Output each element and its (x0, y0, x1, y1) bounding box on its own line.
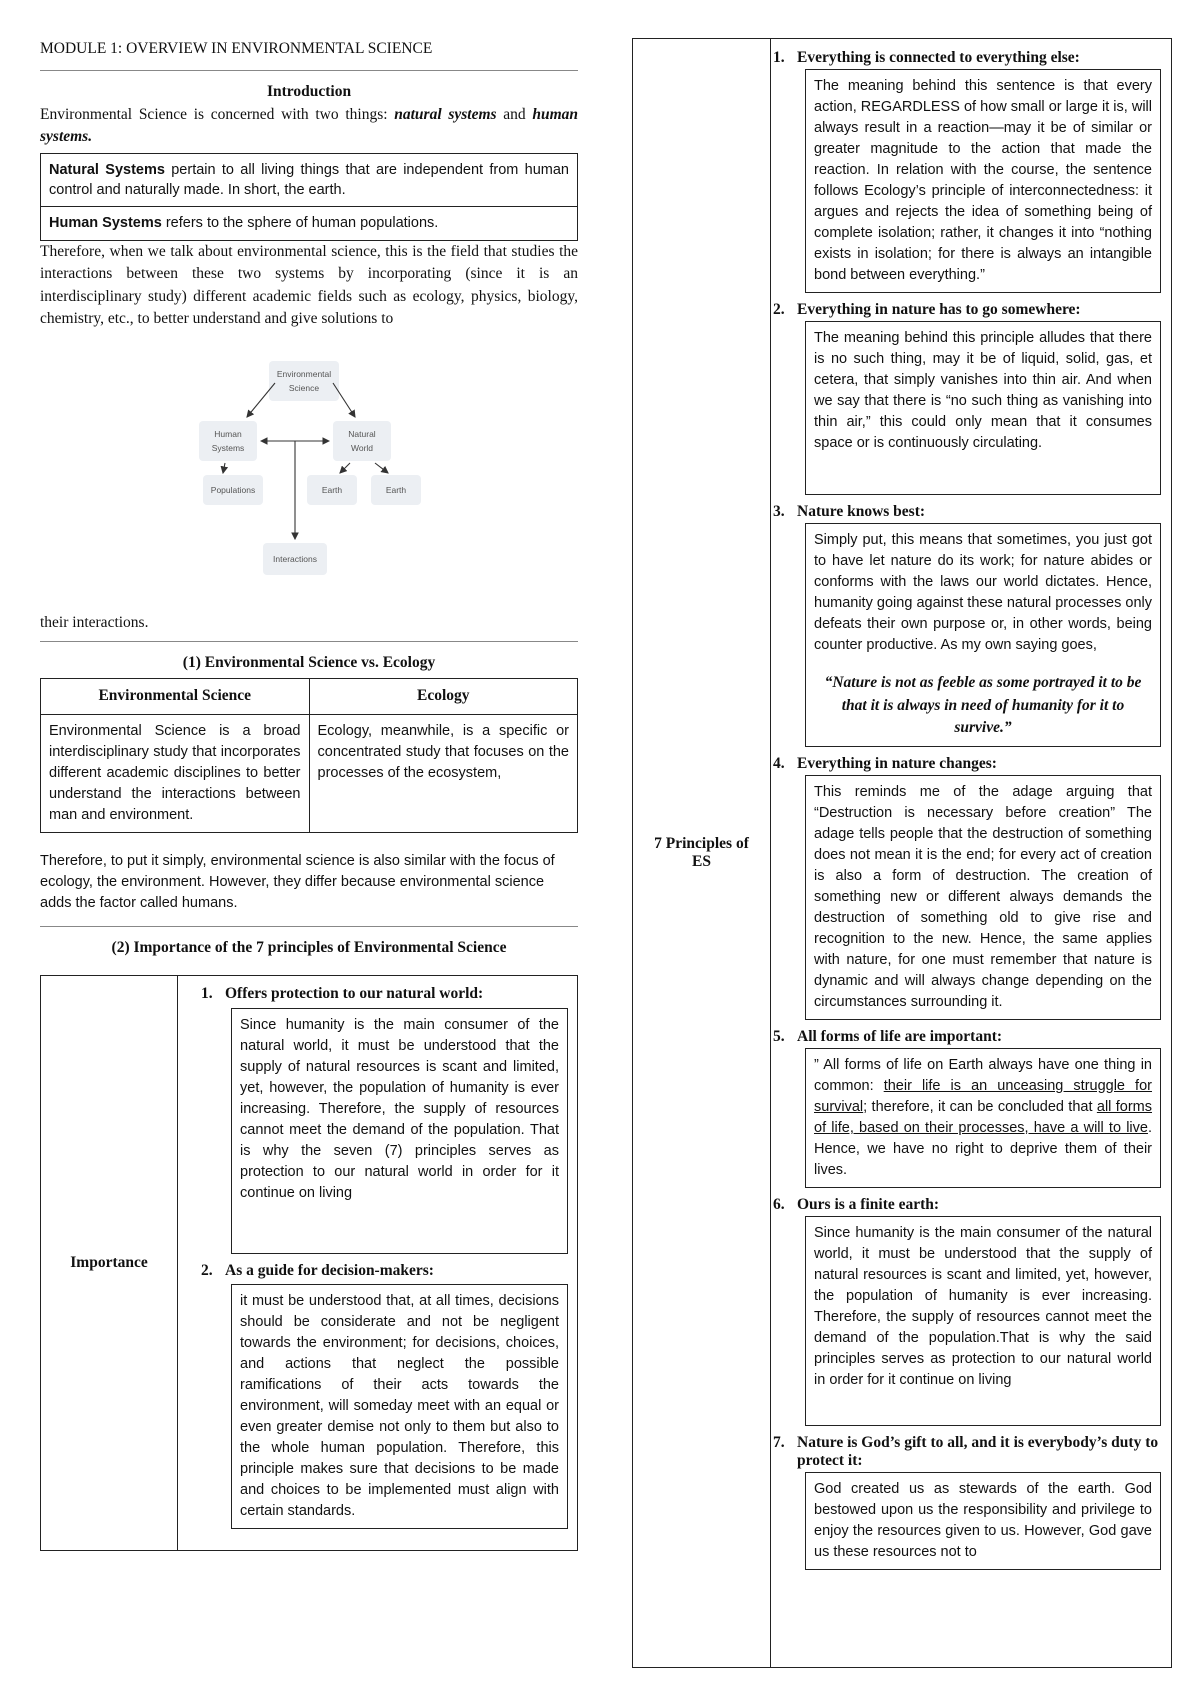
node-natural-world (333, 421, 391, 461)
importance-item-title: 1. Offers protection to our natural world: (201, 985, 484, 1003)
importance-heading: (2) Importance of the 7 principles of Environmental Science (111, 938, 507, 956)
left-column (40, 38, 578, 1551)
definitions (40, 153, 578, 241)
principle-7 (773, 1434, 1169, 1570)
vs-heading: (1) Environmental Science vs. Ecology (182, 653, 436, 671)
natural-systems-definition: Natural Systems pertain to all living things that are independent from human control and naturally made. In short, the earth. (40, 153, 578, 208)
vs-col-ecology: Ecology (309, 679, 578, 714)
intro-therefore: Therefore, when we talk about environmental science, this is the field that studies the interactions between these two systems by incorporating (since it is an interdisciplinary study) different academic fields such as ecology, physics, biology, chemistry, etc., to better understand and give solutions to (40, 242, 578, 328)
importance-item-title: 2. As a guide for decision-makers: (201, 1261, 434, 1279)
node-human-systems (199, 421, 257, 461)
human-systems-definition: Human Systems refers to the sphere of human populations. (40, 207, 578, 240)
principle-text: ” All forms of life on Earth always have one thing in common: their life is an unceasing struggle for survival; therefore, it can be concluded that all forms of life, based on their processes, have a will to live. Hence, we have no right to deprive them of their lives. (805, 1048, 1161, 1188)
principle-title: 7. Nature is God’s gift to all, and it is everybody’s duty to protect it: (773, 1433, 1159, 1469)
svg-text:Systems: Systems (211, 442, 245, 453)
importance-content (178, 976, 578, 1551)
principle-text: The meaning behind this principle alludes that there is no such thing, may it be of liquid, solid, gas, et cetera, that simply vanishes into thin air. And when we say that there is “no such thing as vanishing into thin air,” this could only mean that it consumes space or is continuously circulating. (805, 321, 1161, 495)
svg-text:Natural: Natural (348, 428, 376, 439)
importance-table (40, 975, 578, 1551)
principle-title: 2. Everything in nature has to go somewhere: (773, 301, 1081, 319)
principle-1 (773, 49, 1169, 293)
principle-6 (773, 1196, 1169, 1426)
divider (40, 70, 578, 71)
vs-summary: Therefore, to put it simply, environmental science is also similar with the focus of ecology, the environment. However, they differ because environmental science adds the factor called humans. (40, 852, 555, 911)
importance-item-text: Since humanity is the main consumer of the natural world, it must be understood that the supply of natural resources is scant and limited, yet, however, the population of humanity is ever increasing. Therefore, the supply of resources cannot meet the demand of the population. That is why the seven (7) principles serves as protection to our natural world in order for it continue on living (231, 1008, 568, 1254)
intro-tail: their interactions. (40, 614, 149, 632)
vs-cell-env-science: Environmental Science is a broad interdisciplinary study that incorporates different academic disciplines to better understand the interactions between man and environment. (41, 714, 310, 832)
principles-label: 7 Principles of ES (633, 39, 771, 1667)
importance-label: Importance (41, 976, 178, 1551)
principles-table (632, 38, 1172, 1668)
principle-title: 3. Nature knows best: (773, 503, 926, 521)
principle-text: The meaning behind this sentence is that every action, REGARDLESS of how small or large it is, will always result in a reaction—may it be of similar or greater magnitude to the action that made the reaction. In relation with the course, the sentence follows Ecology’s principle of interconnectedness: it argues and rejects the idea of something being of complete isolation; rather, it changes it into “nothing exists in isolation; for there is always an intangible bond between everything.” (805, 69, 1161, 293)
vs-table (40, 678, 578, 833)
principle-quote: “Nature is not as feeble as some portrayed it to be that it is always in need of humanity for it to survive.” (824, 674, 1142, 737)
node-environmental-science (269, 361, 339, 401)
principle-text: This reminds me of the adage arguing that “Destruction is necessary before creation” The adage tells people that the destruction of something does not mean it is the end; for every act of creation is also a form of destruction. The creation of something new or different always demands the destruction of something old to give rise and recognition to the new. Hence, the same applies with nature, for one must remember that nature is dynamic and will always change depending on the circumstances surrounding it. (805, 775, 1161, 1020)
importance-item-text: it must be understood that, at all times, decisions should be considerate and not be negligent towards the environment; for decisions, choices, and actions that neglect the possible ramifications of their acts towards the environment, will someday meet with an equal or even greater demise not only to them but also to the whole human population. Therefore, this principle makes sure that decisions to be made and choices to be implemented must align with certain standards. (231, 1284, 568, 1529)
svg-text:Populations: Populations (210, 484, 256, 495)
svg-text:Earth: Earth (321, 484, 343, 495)
principle-title: 6. Ours is a finite earth: (773, 1195, 940, 1213)
principle-title: 4. Everything in nature changes: (773, 754, 997, 772)
intro-text: Environmental Science is concerned with two things: natural systems and human systems. (40, 105, 578, 146)
svg-text:Interactions: Interactions (273, 553, 317, 564)
principle-text: Simply put, this means that sometimes, you just got to have let nature do its work; for nature abides or conforms with the laws our world dictates. Hence, humanity going against these natural processes only defeats their own purpose or, in other words, being counter productive. As my own saying goes, “Nature is not as feeble as some portrayed it to be that it is always in need of humanity for it to survive.” (805, 523, 1161, 747)
principle-4 (773, 755, 1169, 1020)
principle-3 (773, 503, 1169, 747)
vs-cell-ecology: Ecology, meanwhile, is a specific or concentrated study that focuses on the processes of the ecosystem, (309, 714, 578, 832)
systems-diagram (195, 359, 455, 609)
principle-title: 1. Everything is connected to everything else: (773, 49, 1080, 66)
module-header: MODULE 1: OVERVIEW IN ENVIRONMENTAL SCIENCE (40, 40, 433, 57)
divider (40, 641, 578, 642)
svg-text:Science: Science (288, 382, 320, 393)
principle-text: Since humanity is the main consumer of the natural world, it must be understood that the supply of natural resources is scant and limited, yet, however, the population of humanity is ever increasing. Therefore, the supply of resources cannot meet the demand of the population.That is why the said principles serves as protection to our natural world in order for it continue on living (805, 1216, 1161, 1426)
principle-title: 5. All forms of life are important: (773, 1027, 1003, 1045)
svg-text:Environmental: Environmental (276, 368, 332, 379)
principle-5 (773, 1028, 1169, 1188)
intro-heading: Introduction (266, 83, 352, 101)
vs-col-env-science: Environmental Science (41, 679, 310, 714)
svg-text:World: World (350, 442, 374, 453)
principle-text: God created us as stewards of the earth. God bestowed upon us the responsibility and privilege to enjoy the resources given to us. However, God gave us these resources not to (805, 1472, 1161, 1570)
divider (40, 926, 578, 927)
svg-text:Earth: Earth (385, 484, 407, 495)
principles-content (773, 43, 1169, 1578)
svg-text:Human: Human (214, 428, 242, 439)
principle-2 (773, 301, 1169, 495)
